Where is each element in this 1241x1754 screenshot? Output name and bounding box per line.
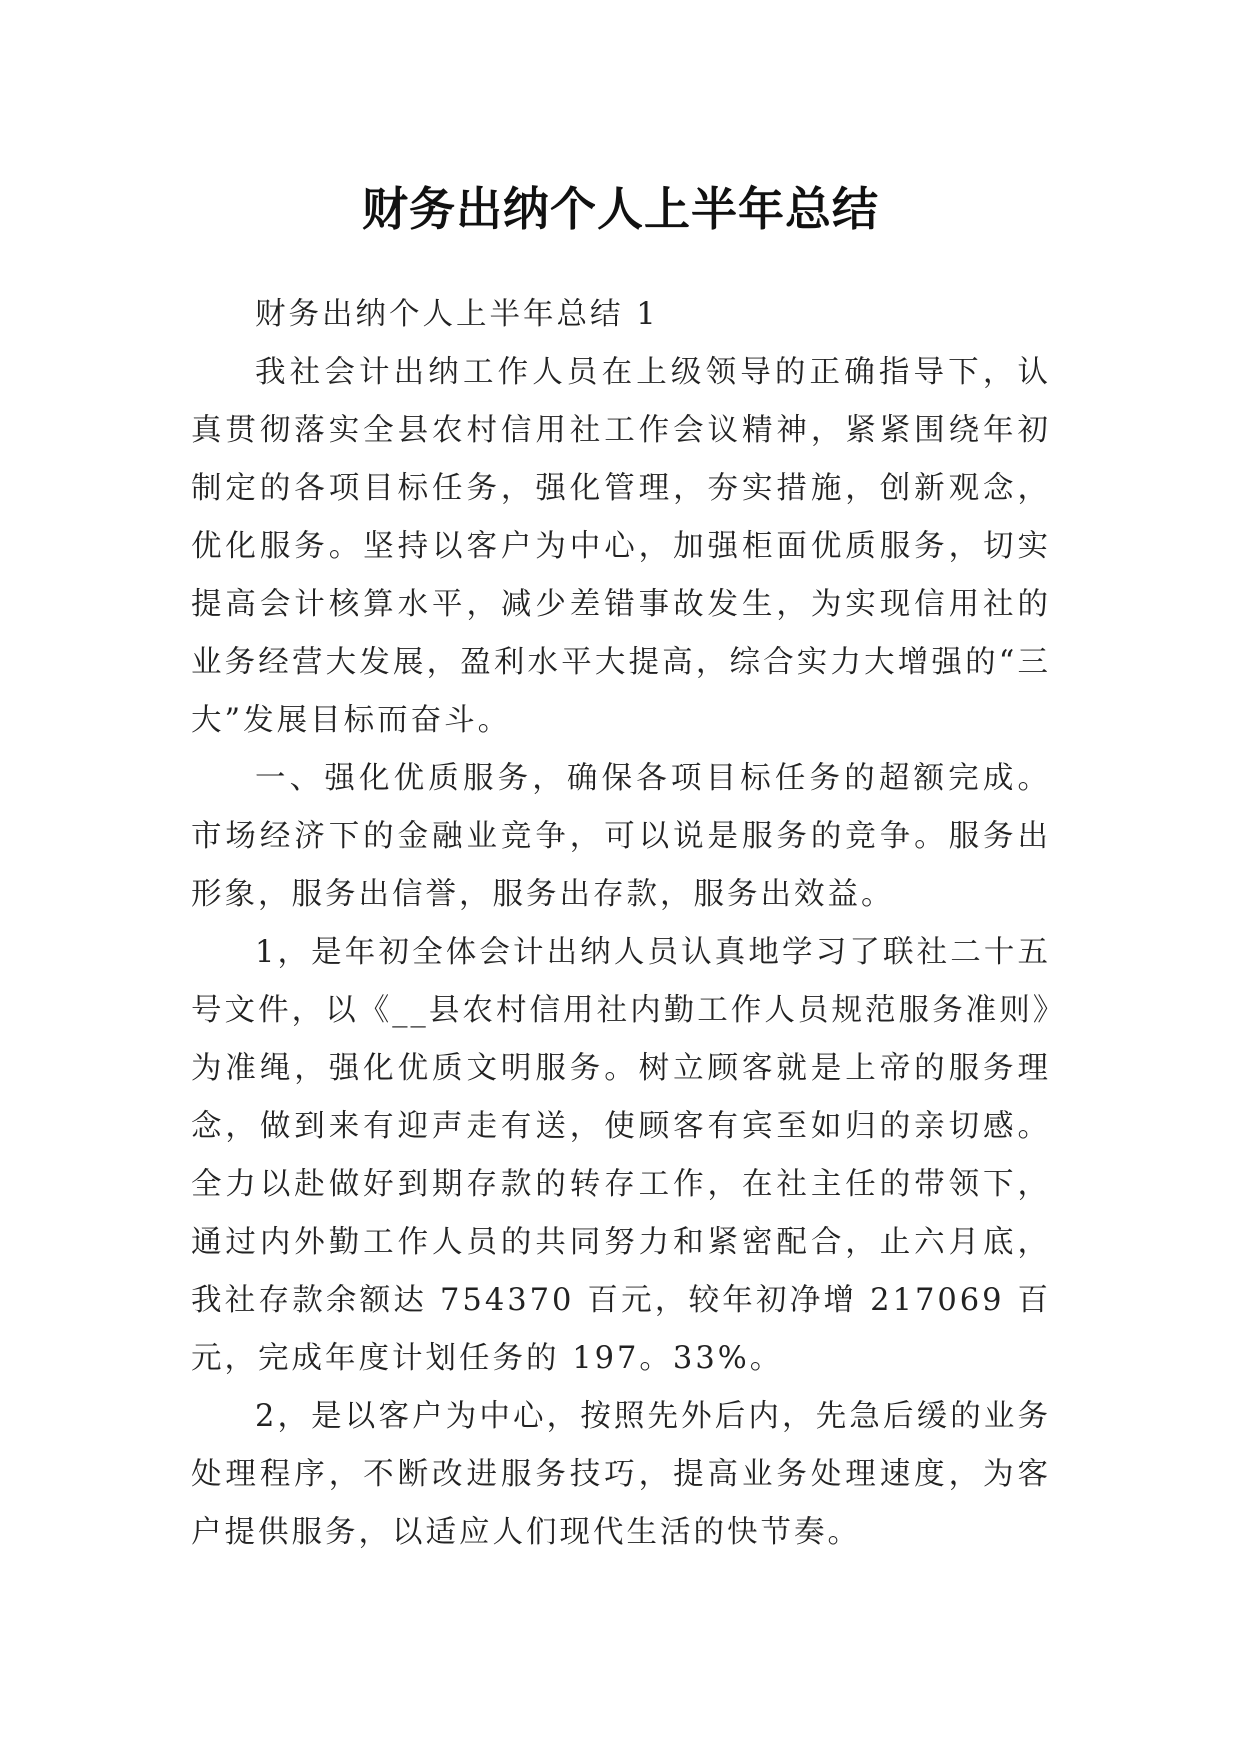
body-paragraph: 一、强化优质服务，确保各项目标任务的超额完成。市场经济下的金融业竞争，可以说是服务的竞争。服务出形象，服务出信誉，服务出存款，服务出效益。 [191, 761, 1051, 912]
body-paragraph: 我社会计出纳工作人员在上级领导的正确指导下，认真贯彻落实全县农村信用社工作会议精神，紧紧围绕年初制定的各项目标任务，强化管理，夯实措施，创新观念，优化服务。坚持以客户为中心，加强柜面优质服务，切实提高会计核算水平，减少差错事故发生，为实现信用社的业务经营大发展，盈利水平大提高，综合实力大增强的“三大”发展目标而奋斗。 [191, 355, 1051, 738]
section-heading: 财务出纳个人上半年总结 1 [255, 297, 659, 332]
document-body [191, 286, 1051, 1562]
body-paragraph: 1，是年初全体会计出纳人员认真地学习了联社二十五号文件，以《__县农村信用社内勤工作人员规范服务准则》为准绳，强化优质文明服务。树立顾客就是上帝的服务理念，做到来有迎声走有送，使顾客有宾至如归的亲切感。全力以赴做好到期存款的转存工作，在社主任的带领下，通过内外勤工作人员的共同努力和紧密配合，止六月底，我社存款余额达 754370 百元，较年初净增 217069 百元，完成年度计划任务的 197。33%。 [191, 935, 1051, 1376]
body-paragraph: 2，是以客户为中心，按照先外后内，先急后缓的业务处理程序，不断改进服务技巧，提高业务处理速度，为客户提供服务，以适应人们现代生活的快节奏。 [191, 1399, 1051, 1550]
document-title: 财务出纳个人上半年总结 [362, 181, 879, 236]
